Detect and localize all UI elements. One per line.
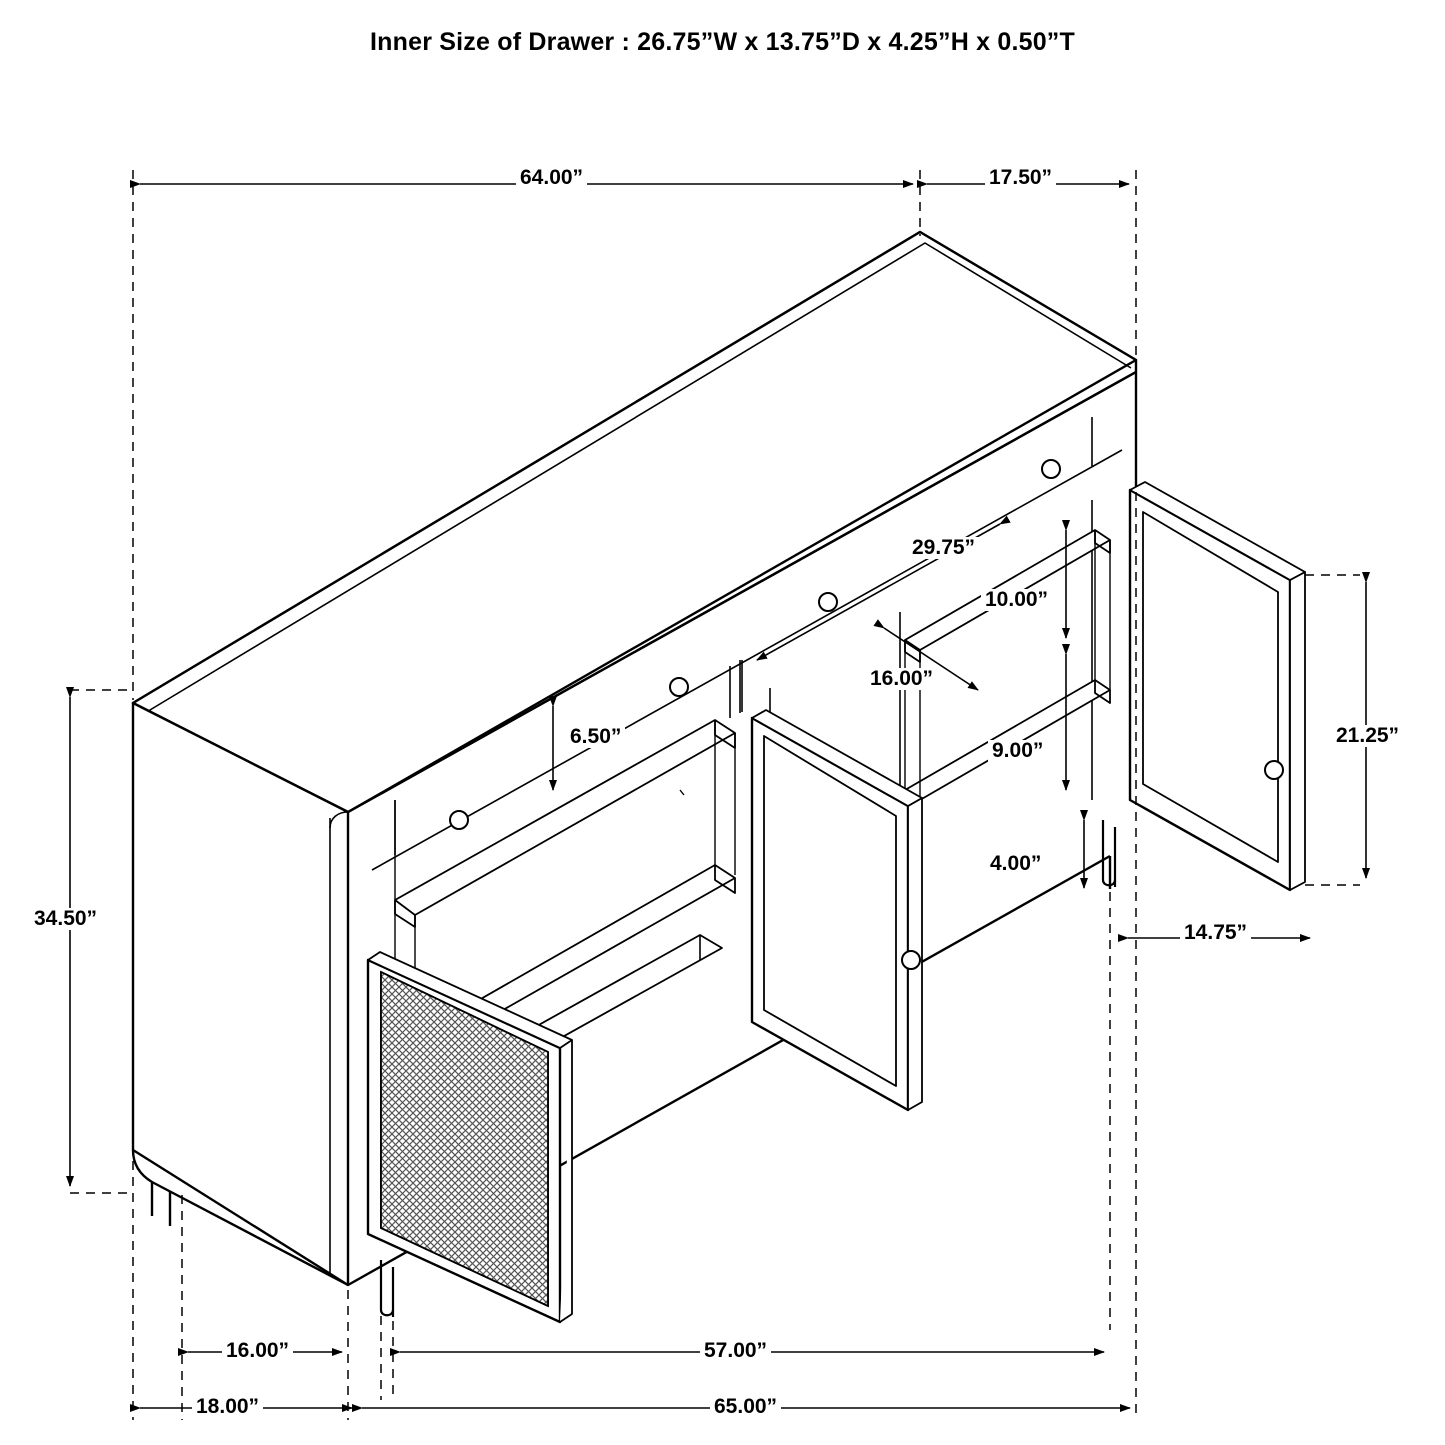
dim-base-left: 18.00” <box>192 1396 263 1418</box>
dim-lower-opening: 9.00” <box>988 740 1047 762</box>
dim-base-total: 65.00” <box>710 1396 781 1418</box>
dim-door-height: 21.25” <box>1332 725 1403 747</box>
dim-drawer-height: 6.50” <box>566 726 625 748</box>
dim-top-width: 64.00” <box>516 167 587 189</box>
dim-door-width: 14.75” <box>1180 922 1251 944</box>
dim-left-section: 16.00” <box>222 1340 293 1362</box>
dim-top-depth: 17.50” <box>985 167 1056 189</box>
page-title: Inner Size of Drawer : 26.75”W x 13.75”D x 4.25”H x 0.50”T <box>370 28 1075 56</box>
dim-leg-height: 4.00” <box>986 853 1045 875</box>
dim-upper-opening: 10.00” <box>981 589 1052 611</box>
dim-total-height: 34.50” <box>30 908 101 930</box>
dim-shelf-depth: 16.00” <box>866 668 937 690</box>
dim-shelf-width: 29.75” <box>908 537 979 559</box>
dim-front-width: 57.00” <box>700 1340 771 1362</box>
